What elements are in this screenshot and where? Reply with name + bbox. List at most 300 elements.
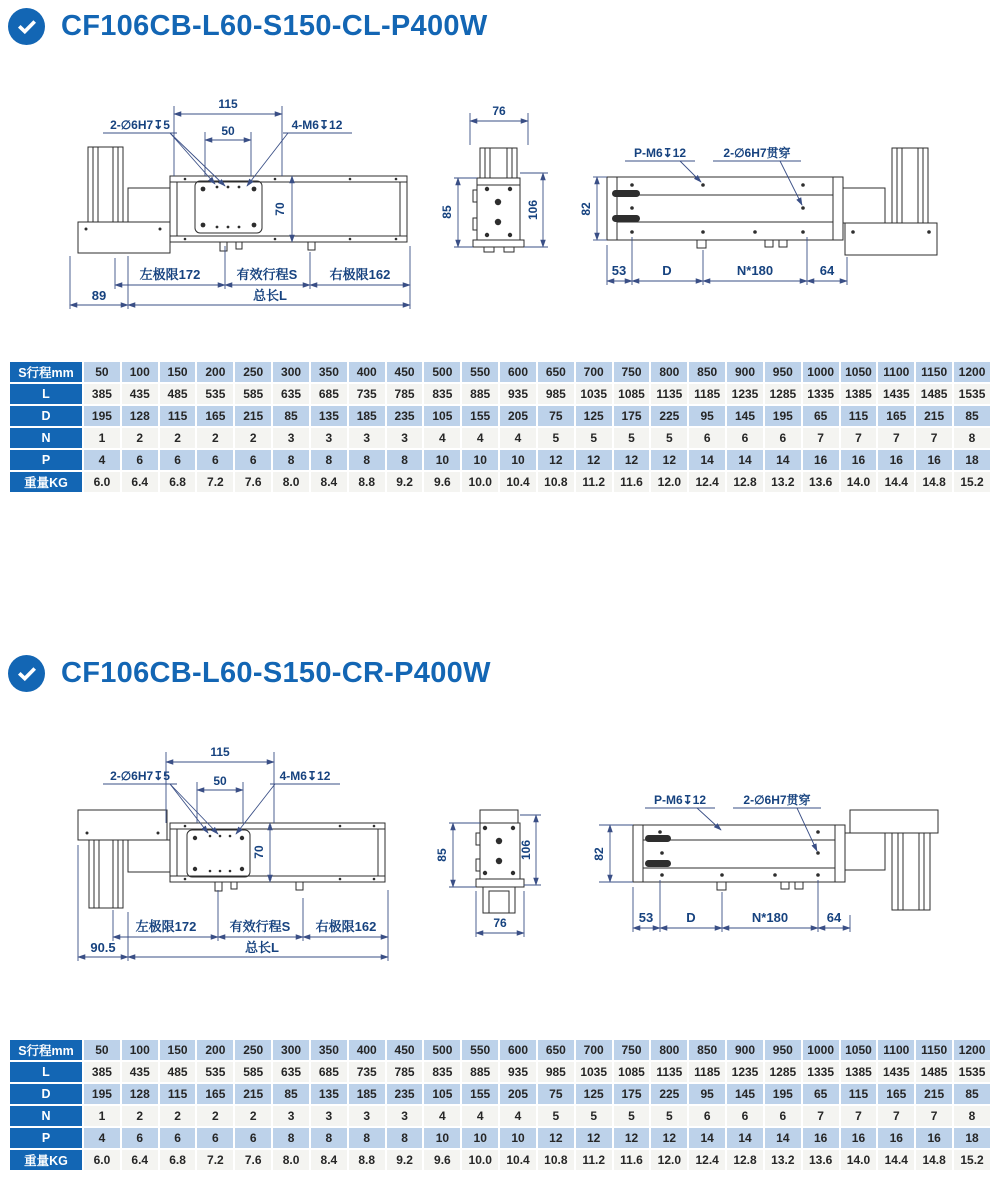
spec-cell: 450	[387, 1040, 423, 1060]
checkmark-glyph	[16, 16, 38, 38]
spec-cell: 6	[765, 428, 801, 448]
spec-cell: 11.6	[614, 472, 650, 492]
spec-cell: 8.8	[349, 472, 385, 492]
spec-cell: 12.0	[651, 1150, 687, 1170]
spec-cell: 300	[273, 1040, 309, 1060]
spec-cell: 3	[387, 1106, 423, 1126]
row-header: N	[10, 428, 82, 448]
section-holes	[485, 187, 512, 237]
spec-cell: 8	[273, 1128, 309, 1148]
svg-text:左极限172: 左极限172	[135, 919, 197, 934]
spec-cell: 14.4	[878, 1150, 914, 1170]
spec-cell: 100	[122, 362, 158, 382]
spec-cell: 14	[727, 1128, 763, 1148]
spec-cell: 50	[84, 1040, 120, 1060]
svg-text:2-∅6H7贯穿: 2-∅6H7贯穿	[723, 146, 791, 160]
spec-cell: 1385	[841, 1062, 877, 1082]
spec-cell: 800	[651, 362, 687, 382]
spec-cell: 10	[500, 450, 536, 470]
spec-cell: 885	[462, 1062, 498, 1082]
spec-cell: 6	[160, 1128, 196, 1148]
spec-cell: 13.6	[803, 1150, 839, 1170]
svg-text:85: 85	[435, 848, 449, 862]
spec-cell: 10	[462, 450, 498, 470]
spec-cell: 8	[311, 450, 347, 470]
spec-cell: 200	[197, 1040, 233, 1060]
spec-cell: 485	[160, 384, 196, 404]
spec-cell: 16	[803, 450, 839, 470]
spec-cell: 9.6	[424, 1150, 460, 1170]
top-view-drawing-cr	[585, 780, 1000, 975]
spec-cell: 12.0	[651, 472, 687, 492]
svg-text:N*180: N*180	[751, 910, 789, 925]
spec-cell: 6	[197, 1128, 233, 1148]
spec-cell: 6.0	[84, 1150, 120, 1170]
spec-cell: 1285	[765, 1062, 801, 1082]
spec-cell: 2	[235, 428, 271, 448]
spec-cell: 11.2	[576, 1150, 612, 1170]
spec-cell: 1150	[916, 1040, 952, 1060]
spec-cell: 3	[273, 1106, 309, 1126]
spec-cell: 125	[576, 406, 612, 426]
spec-cell: 125	[576, 1084, 612, 1104]
spec-cell: 12	[576, 450, 612, 470]
spec-cell: 10.0	[462, 472, 498, 492]
spec-cell: 115	[841, 406, 877, 426]
spec-cell: 8	[349, 1128, 385, 1148]
spec-cell: 14.8	[916, 472, 952, 492]
spec-cell: 2	[235, 1106, 271, 1126]
spec-cell: 7.2	[197, 472, 233, 492]
spec-cell: 10	[424, 450, 460, 470]
spec-cell: 8	[387, 1128, 423, 1148]
spec-cell: 1100	[878, 1040, 914, 1060]
svg-text:70: 70	[252, 845, 266, 859]
svg-text:总长L: 总长L	[253, 288, 287, 303]
spec-cell: 6	[727, 428, 763, 448]
spec-cell: 4	[500, 1106, 536, 1126]
spec-cell: 885	[462, 384, 498, 404]
spec-cell: 800	[651, 1040, 687, 1060]
spec-cell: 7.6	[235, 1150, 271, 1170]
table-row	[10, 1150, 990, 1170]
spec-cell: 7	[916, 428, 952, 448]
table-row	[10, 384, 990, 404]
motor-assembly	[78, 810, 170, 908]
row-header: D	[10, 1084, 82, 1104]
svg-text:50: 50	[221, 124, 235, 138]
spec-cell: 95	[689, 1084, 725, 1104]
spec-cell: 15.2	[954, 472, 990, 492]
spec-cell: 16	[803, 1128, 839, 1148]
spec-cell: 225	[651, 406, 687, 426]
spec-cell: 550	[462, 1040, 498, 1060]
spec-cell: 300	[273, 362, 309, 382]
svg-text:85: 85	[440, 205, 454, 219]
table-row	[10, 428, 990, 448]
spec-cell: 6	[689, 1106, 725, 1126]
spec-cell: 15.2	[954, 1150, 990, 1170]
spec-cell: 1135	[651, 1062, 687, 1082]
section-1-title	[8, 8, 488, 45]
spec-cell: 1085	[614, 384, 650, 404]
spec-cell: 12	[651, 450, 687, 470]
spec-cell: 835	[424, 384, 460, 404]
spec-cell: 4	[424, 428, 460, 448]
spec-cell: 165	[878, 1084, 914, 1104]
row-header: P	[10, 1128, 82, 1148]
spec-cell: 12	[538, 450, 574, 470]
svg-text:总长L: 总长L	[245, 940, 279, 955]
svg-text:右极限162: 右极限162	[329, 267, 391, 282]
stage-body-top	[607, 148, 937, 255]
svg-text:有效行程S: 有效行程S	[236, 267, 298, 282]
spec-cell: 12	[576, 1128, 612, 1148]
spec-cell: 8.8	[349, 1150, 385, 1170]
spec-cell: 1200	[954, 362, 990, 382]
spec-cell: 16	[841, 1128, 877, 1148]
spec-cell: 7.2	[197, 1150, 233, 1170]
spec-cell: 4	[500, 428, 536, 448]
row-header: L	[10, 384, 82, 404]
spec-cell: 1000	[803, 362, 839, 382]
spec-cell: 215	[235, 406, 271, 426]
spec-cell: 145	[727, 406, 763, 426]
row-header: N	[10, 1106, 82, 1126]
spec-cell: 185	[349, 1084, 385, 1104]
svg-text:53: 53	[611, 263, 627, 278]
section-view-drawing-cr	[435, 775, 595, 965]
spec-cell: 700	[576, 362, 612, 382]
spec-cell: 935	[500, 1062, 536, 1082]
spec-cell: 650	[538, 1040, 574, 1060]
spec-cell: 6.8	[160, 1150, 196, 1170]
spec-cell: 985	[538, 384, 574, 404]
spec-cell: 115	[160, 1084, 196, 1104]
spec-cell: 6	[727, 1106, 763, 1126]
spec-cell: 10	[500, 1128, 536, 1148]
spec-cell: 550	[462, 362, 498, 382]
spec-cell: 5	[614, 1106, 650, 1126]
spec-cell: 9.6	[424, 472, 460, 492]
spec-cell: 2	[160, 428, 196, 448]
spec-cell: 3	[349, 1106, 385, 1126]
spec-cell: 900	[727, 1040, 763, 1060]
product-title: CF106CB-L60-S150-CL-P400W	[61, 10, 488, 42]
spec-cell: 1035	[576, 1062, 612, 1082]
spec-cell: 12	[614, 1128, 650, 1148]
spec-cell: 165	[197, 1084, 233, 1104]
svg-text:70: 70	[273, 202, 287, 216]
spec-cell: 3	[387, 428, 423, 448]
svg-text:82: 82	[592, 847, 606, 861]
spec-cell: 935	[500, 384, 536, 404]
spec-cell: 14	[765, 1128, 801, 1148]
spec-cell: 4	[462, 428, 498, 448]
spec-cell: 8	[954, 1106, 990, 1126]
spec-cell: 5	[651, 428, 687, 448]
spec-cell: 12	[614, 450, 650, 470]
spec-cell: 7.6	[235, 472, 271, 492]
spec-cell: 215	[916, 1084, 952, 1104]
spec-cell: 1435	[878, 1062, 914, 1082]
svg-text:76: 76	[492, 104, 506, 118]
spec-cell: 1535	[954, 384, 990, 404]
dimensions	[78, 745, 388, 961]
svg-text:89: 89	[91, 288, 107, 303]
svg-text:76: 76	[493, 916, 507, 930]
svg-text:D: D	[662, 263, 672, 278]
spec-cell: 115	[841, 1084, 877, 1104]
spec-cell: 850	[689, 1040, 725, 1060]
spec-cell: 6	[197, 450, 233, 470]
spec-cell: 8.0	[273, 472, 309, 492]
spec-cell: 585	[235, 384, 271, 404]
spec-cell: 6.4	[122, 472, 158, 492]
svg-text:4-M6↧12: 4-M6↧12	[279, 769, 331, 783]
section-view-drawing-cl	[440, 95, 595, 270]
spec-cell: 9.2	[387, 472, 423, 492]
spec-cell: 1035	[576, 384, 612, 404]
spec-cell: 10	[424, 1128, 460, 1148]
dimensions	[592, 792, 850, 932]
spec-cell: 135	[311, 1084, 347, 1104]
table-row	[10, 1128, 990, 1148]
spec-cell: 16	[878, 1128, 914, 1148]
spec-cell: 7	[803, 428, 839, 448]
dimensions	[440, 104, 548, 247]
spec-cell: 950	[765, 362, 801, 382]
spec-cell: 2	[122, 1106, 158, 1126]
spec-cell: 3	[273, 428, 309, 448]
spec-cell: 7	[916, 1106, 952, 1126]
spec-cell: 1150	[916, 362, 952, 382]
stage-body-top	[633, 810, 938, 910]
spec-cell: 150	[160, 362, 196, 382]
spec-cell: 485	[160, 1062, 196, 1082]
spec-cell: 2	[122, 428, 158, 448]
spec-cell: 735	[349, 1062, 385, 1082]
spec-cell: 50	[84, 362, 120, 382]
spec-cell: 1485	[916, 1062, 952, 1082]
svg-text:106: 106	[519, 839, 533, 861]
spec-cell: 1085	[614, 1062, 650, 1082]
spec-cell: 7	[878, 1106, 914, 1126]
spec-cell: 14	[765, 450, 801, 470]
spec-cell: 385	[84, 384, 120, 404]
spec-cell: 10.4	[500, 472, 536, 492]
spec-cell: 1	[84, 428, 120, 448]
svg-text:115: 115	[210, 745, 230, 759]
spec-cell: 435	[122, 1062, 158, 1082]
spec-cell: 600	[500, 362, 536, 382]
spec-cell: 7	[803, 1106, 839, 1126]
svg-text:P-M6↧12: P-M6↧12	[653, 793, 707, 807]
spec-cell: 7	[841, 428, 877, 448]
check-icon	[8, 8, 45, 45]
spec-cell: 1435	[878, 384, 914, 404]
svg-text:64: 64	[826, 910, 842, 925]
spec-cell: 235	[387, 1084, 423, 1104]
spec-cell: 5	[576, 428, 612, 448]
spec-cell: 14	[727, 450, 763, 470]
spec-cell: 1335	[803, 384, 839, 404]
spec-cell: 165	[878, 406, 914, 426]
spec-cell: 235	[387, 406, 423, 426]
table-row	[10, 450, 990, 470]
svg-text:4-M6↧12: 4-M6↧12	[291, 118, 343, 132]
spec-cell: 85	[273, 1084, 309, 1104]
table-row	[10, 1084, 990, 1104]
top-holes	[612, 183, 931, 234]
spec-cell: 2	[197, 428, 233, 448]
spec-cell: 850	[689, 362, 725, 382]
spec-cell: 65	[803, 1084, 839, 1104]
spec-cell: 535	[197, 384, 233, 404]
spec-cell: 435	[122, 384, 158, 404]
check-icon	[8, 655, 45, 692]
spec-cell: 100	[122, 1040, 158, 1060]
spec-cell: 8	[311, 1128, 347, 1148]
spec-cell: 195	[84, 406, 120, 426]
spec-cell: 785	[387, 1062, 423, 1082]
spec-cell: 735	[349, 384, 385, 404]
spec-cell: 350	[311, 362, 347, 382]
spec-cell: 5	[538, 1106, 574, 1126]
stage-body	[170, 823, 385, 891]
spec-cell: 16	[916, 450, 952, 470]
spec-cell: 8	[349, 450, 385, 470]
spec-cell: 585	[235, 1062, 271, 1082]
spec-cell: 14.0	[841, 472, 877, 492]
spec-cell: 1535	[954, 1062, 990, 1082]
spec-cell: 5	[576, 1106, 612, 1126]
row-header: 重量KG	[10, 1150, 82, 1170]
spec-cell: 75	[538, 406, 574, 426]
spec-cell: 85	[954, 1084, 990, 1104]
spec-cell: 10.0	[462, 1150, 498, 1170]
spec-cell: 6	[235, 1128, 271, 1148]
spec-cell: 195	[765, 406, 801, 426]
spec-cell: 400	[349, 1040, 385, 1060]
spec-cell: 1200	[954, 1040, 990, 1060]
spec-cell: 150	[160, 1040, 196, 1060]
spec-cell: 18	[954, 450, 990, 470]
top-holes	[645, 830, 820, 877]
spec-cell: 8.0	[273, 1150, 309, 1170]
spec-cell: 3	[311, 428, 347, 448]
spec-cell: 128	[122, 406, 158, 426]
spec-cell: 12.4	[689, 472, 725, 492]
spec-cell: 65	[803, 406, 839, 426]
spec-cell: 2	[160, 1106, 196, 1126]
spec-cell: 6	[160, 450, 196, 470]
product-title: CF106CB-L60-S150-CR-P400W	[61, 657, 491, 689]
spec-cell: 195	[765, 1084, 801, 1104]
spec-cell: 8	[387, 450, 423, 470]
spec-cell: 6.0	[84, 472, 120, 492]
row-header: L	[10, 1062, 82, 1082]
spec-cell: 385	[84, 1062, 120, 1082]
stage-body	[170, 176, 407, 251]
table-row	[10, 1040, 990, 1060]
spec-cell: 11.6	[614, 1150, 650, 1170]
spec-cell: 835	[424, 1062, 460, 1082]
spec-cell: 135	[311, 406, 347, 426]
spec-cell: 215	[916, 406, 952, 426]
spec-cell: 14.0	[841, 1150, 877, 1170]
dimensions	[70, 97, 410, 309]
spec-cell: 985	[538, 1062, 574, 1082]
spec-cell: 9.2	[387, 1150, 423, 1170]
spec-cell: 1185	[689, 1062, 725, 1082]
svg-text:2-∅6H7↧5: 2-∅6H7↧5	[110, 769, 170, 783]
spec-cell: 85	[273, 406, 309, 426]
spec-cell: 12.8	[727, 472, 763, 492]
svg-text:2-∅6H7贯穿: 2-∅6H7贯穿	[743, 793, 811, 807]
spec-cell: 785	[387, 384, 423, 404]
spec-cell: 750	[614, 1040, 650, 1060]
spec-cell: 14	[689, 1128, 725, 1148]
spec-cell: 600	[500, 1040, 536, 1060]
spec-cell: 1100	[878, 362, 914, 382]
spec-cell: 14	[689, 450, 725, 470]
spec-cell: 155	[462, 1084, 498, 1104]
row-header: S行程mm	[10, 1040, 82, 1060]
spec-cell: 350	[311, 1040, 347, 1060]
spec-cell: 185	[349, 406, 385, 426]
spec-cell: 1235	[727, 384, 763, 404]
motor-assembly	[78, 147, 170, 253]
spec-cell: 1185	[689, 384, 725, 404]
row-header: P	[10, 450, 82, 470]
spec-cell: 95	[689, 406, 725, 426]
spec-cell: 165	[197, 406, 233, 426]
spec-cell: 1050	[841, 362, 877, 382]
spec-cell: 535	[197, 1062, 233, 1082]
spec-cell: 700	[576, 1040, 612, 1060]
spec-cell: 16	[841, 450, 877, 470]
dimensions	[435, 815, 541, 937]
spec-cell: 6	[122, 450, 158, 470]
spec-cell: 2	[197, 1106, 233, 1126]
spec-cell: 4	[424, 1106, 460, 1126]
spec-cell: 450	[387, 362, 423, 382]
spec-cell: 3	[311, 1106, 347, 1126]
svg-text:P-M6↧12: P-M6↧12	[633, 146, 687, 160]
spec-cell: 12	[651, 1128, 687, 1148]
spec-cell: 4	[84, 1128, 120, 1148]
checkmark-glyph	[16, 663, 38, 685]
spec-cell: 5	[538, 428, 574, 448]
spec-cell: 7	[841, 1106, 877, 1126]
svg-text:右极限162: 右极限162	[315, 919, 377, 934]
spec-cell: 500	[424, 1040, 460, 1060]
spec-cell: 635	[273, 384, 309, 404]
spec-cell: 6	[235, 450, 271, 470]
section-2-title	[8, 655, 491, 692]
spec-cell: 3	[349, 428, 385, 448]
spec-cell: 205	[500, 406, 536, 426]
spec-cell: 6	[765, 1106, 801, 1126]
svg-text:左极限172: 左极限172	[139, 267, 201, 282]
spec-cell: 500	[424, 362, 460, 382]
spec-cell: 10	[462, 1128, 498, 1148]
spec-cell: 195	[84, 1084, 120, 1104]
spec-cell: 750	[614, 362, 650, 382]
spec-table-cr	[8, 1038, 992, 1172]
spec-cell: 1335	[803, 1062, 839, 1082]
